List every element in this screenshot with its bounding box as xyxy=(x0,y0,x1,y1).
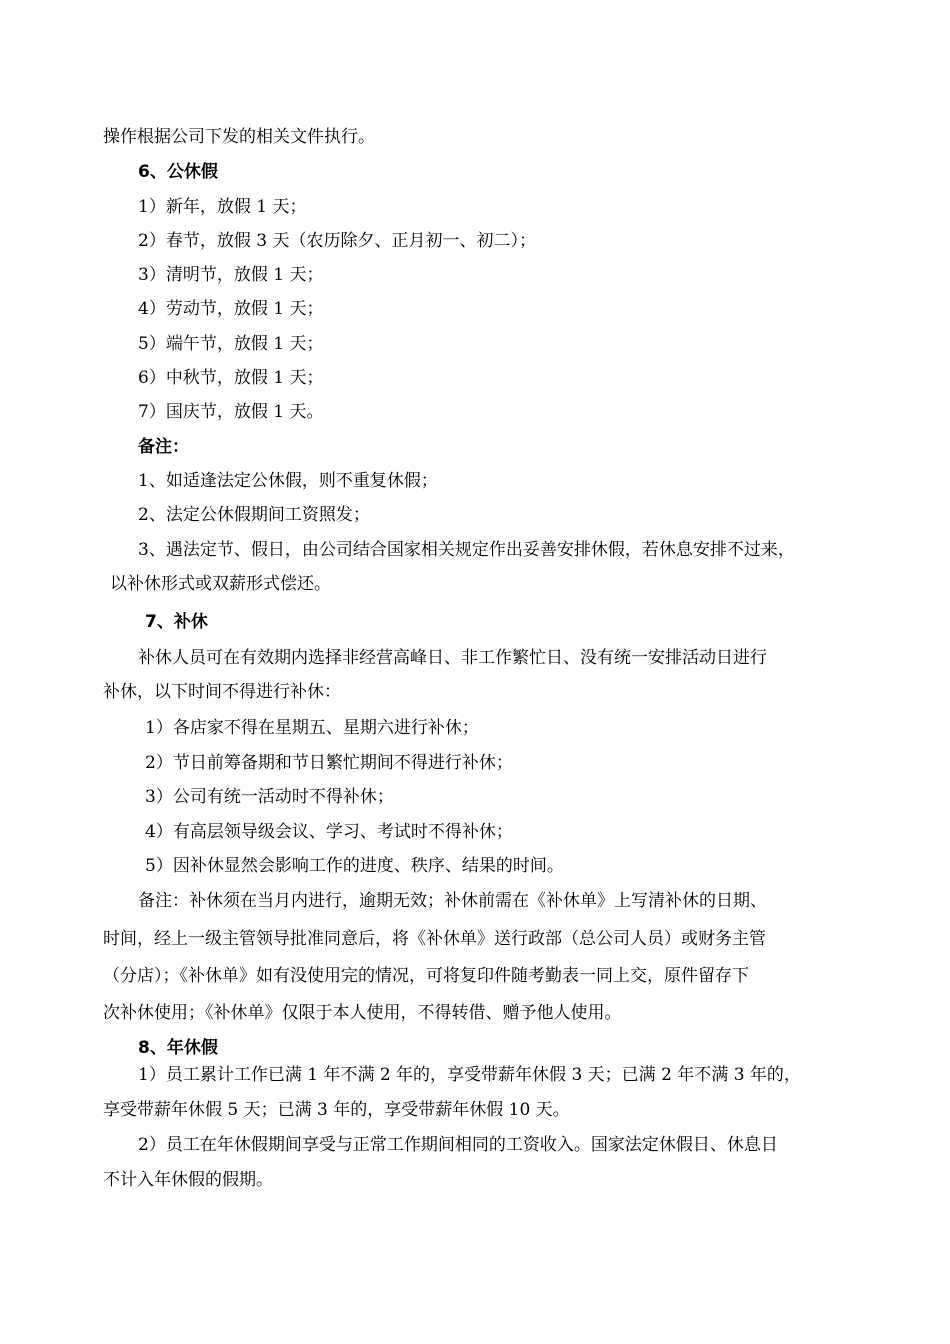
note-paragraph-line: 次补休使用；《补休单》仅限于本人使用，不得转借、赠予他人使用。 xyxy=(103,1003,622,1023)
list-item: 1）新年，放假 1 天； xyxy=(138,197,307,217)
list-item: 2）节日前筹备期和节日繁忙期间不得进行补休； xyxy=(145,753,513,773)
section-heading-compensatory-leave: 7、补休 xyxy=(145,612,208,632)
list-item: 3）公司有统一活动时不得补休； xyxy=(145,787,394,807)
list-item: 3）清明节，放假 1 天； xyxy=(138,265,324,285)
paragraph-line: 补休，以下时间不得进行补休： xyxy=(103,682,341,702)
text-line: 操作根据公司下发的相关文件执行。 xyxy=(103,127,375,147)
section-heading-public-holidays: 6、公休假 xyxy=(138,162,218,182)
list-item: 6）中秋节，放假 1 天； xyxy=(138,368,324,388)
note-paragraph-line: 备注：补休须在当月内进行，逾期无效；补休前需在《补休单》上写清补休的日期、 xyxy=(138,891,767,911)
list-item: 2）春节，放假 3 天（农历除夕、正月初一、初二）； xyxy=(138,231,536,251)
note-item: 2、法定公休假期间工资照发； xyxy=(138,505,370,525)
note-item-continued: 以补休形式或双薪形式偿还。 xyxy=(110,574,331,594)
list-item: 4）有高层领导级会议、学习、考试时不得补休； xyxy=(145,822,513,842)
list-item: 5）端午节，放假 1 天； xyxy=(138,334,324,354)
list-item: 4）劳动节，放假 1 天； xyxy=(138,299,324,319)
section-heading-annual-leave: 8、年休假 xyxy=(138,1038,218,1058)
note-paragraph-line: 时间，经上一级主管领导批准同意后，将《补休单》送行政部（总公司人员）或财务主管 xyxy=(103,929,766,949)
paragraph-line: 1）员工累计工作已满 1 年不满 2 年的，享受带薪年休假 3 天；已满 2 年不满 3 年的， xyxy=(138,1065,801,1085)
paragraph-line: 2）员工在年休假期间享受与正常工作期间相同的工资收入。国家法定休假日、休息日 xyxy=(138,1135,778,1155)
note-item: 3、遇法定节、假日，由公司结合国家相关规定作出妥善安排休假，若休息安排不过来， xyxy=(138,540,795,560)
note-heading: 备注： xyxy=(138,437,189,457)
list-item: 5）因补休显然会影响工作的进度、秩序、结果的时间。 xyxy=(145,856,564,876)
paragraph-line: 不计入年休假的假期。 xyxy=(103,1170,273,1190)
list-item: 1）各店家不得在星期五、星期六进行补休； xyxy=(145,718,479,738)
paragraph-line: 补休人员可在有效期内选择非经营高峰日、非工作繁忙日、没有统一安排活动日进行 xyxy=(138,648,767,668)
list-item: 7）国庆节，放假 1 天。 xyxy=(138,402,324,422)
note-item: 1、如适逢法定公休假，则不重复休假； xyxy=(138,471,438,491)
paragraph-line: 享受带薪年休假 5 天；已满 3 年的，享受带薪年休假 10 天。 xyxy=(103,1100,570,1120)
note-paragraph-line: （分店）；《补休单》如有没使用完的情况，可将复印件随考勤表一同上交，原件留存下 xyxy=(103,966,749,986)
